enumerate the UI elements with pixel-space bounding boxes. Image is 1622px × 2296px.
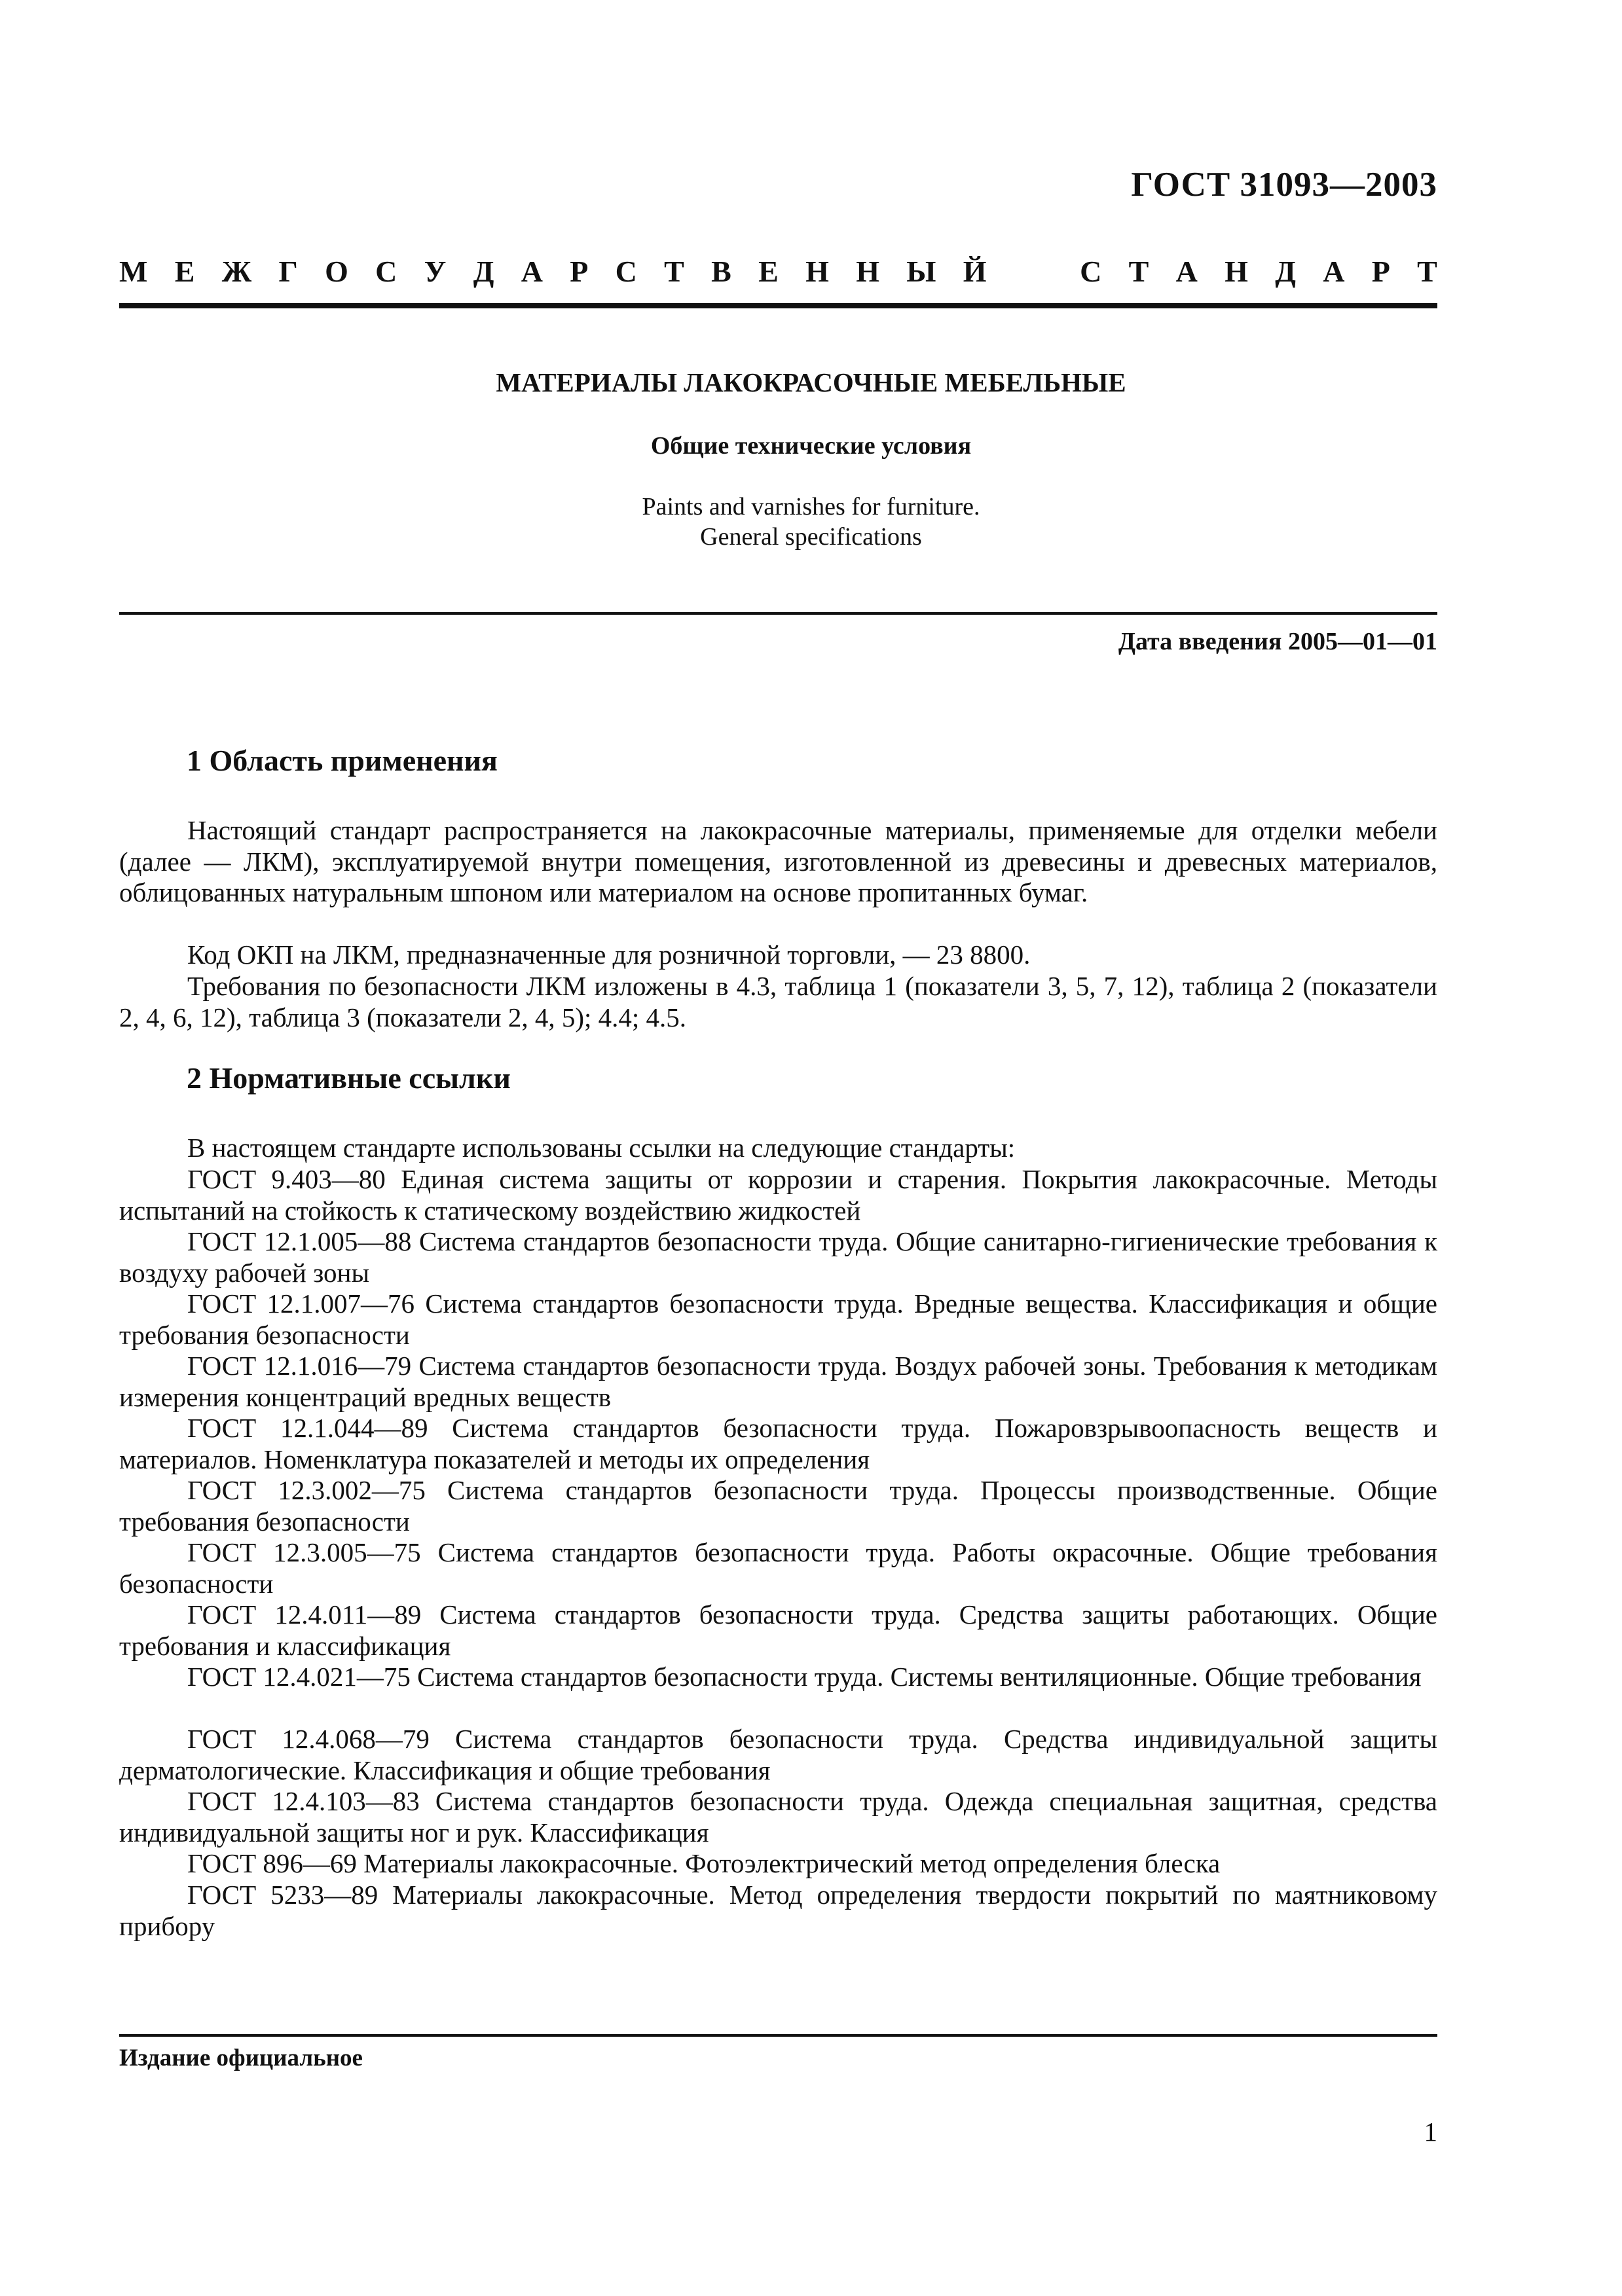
banner-letter: А (521, 255, 543, 288)
banner-letter: Е (174, 255, 195, 288)
english-title (0, 492, 1622, 552)
section-2-heading: 2 Нормативные ссылки (187, 1061, 511, 1095)
banner-letter: Т (1417, 255, 1437, 288)
banner-letter: В (711, 255, 731, 288)
footer-rule (119, 2034, 1437, 2037)
reference-item: ГОСТ 12.4.103—83 Система стандартов безопасности труда. Одежда специальная защитная, средства индивидуальной защиты ног и рук. Классификация (119, 1786, 1437, 1848)
section-1-heading: 1 Область применения (187, 744, 498, 777)
reference-item: ГОСТ 12.4.021—75 Система стандартов безопасности труда. Системы вентиляционные. Общие требования (187, 1662, 1422, 1692)
reference-item: ГОСТ 12.4.011—89 Система стандартов безопасности труда. Средства защиты работающих. Общие требования и классификация (119, 1599, 1437, 1661)
document-subtitle: Общие технические условия (650, 432, 972, 460)
reference-item: ГОСТ 12.3.005—75 Система стандартов безопасности труда. Работы окрасочные. Общие требования безопасности (119, 1537, 1437, 1599)
english-title-line-1: Paints and varnishes for furniture. (642, 493, 980, 520)
document-title: МАТЕРИАЛЫ ЛАКОКРАСОЧНЫЕ МЕБЕЛЬНЫЕ (496, 367, 1126, 397)
reference-item: ГОСТ 5233—89 Материалы лакокрасочные. Метод определения твердости покрытий по маятниковому прибору (119, 1880, 1437, 1941)
banner-letter: Д (1275, 255, 1296, 288)
banner-letter: А (1323, 255, 1345, 288)
banner-letter: Т (1128, 255, 1149, 288)
banner-letter: Т (664, 255, 684, 288)
reference-item: ГОСТ 12.1.007—76 Система стандартов безопасности труда. Вредные вещества. Классификация и общие требования безопасности (119, 1288, 1437, 1350)
reference-item: ГОСТ 12.1.044—89 Система стандартов безопасности труда. Пожаровзрывоопасность веществ и материалов. Номенклатура показателей и методы их определения (119, 1413, 1437, 1474)
reference-item: ГОСТ 9.403—80 Единая система защиты от коррозии и старения. Покрытия лакокрасочные. Методы испытаний на стойкость к статическому воздействию жидкостей (119, 1164, 1437, 1226)
banner-letter: О (325, 255, 348, 288)
banner-letter: С (375, 255, 397, 288)
reference-item: ГОСТ 12.1.005—88 Система стандартов безопасности труда. Общие санитарно-гигиенические требования к воздуху рабочей зоны (119, 1226, 1437, 1288)
reference-item: ГОСТ 12.4.068—79 Система стандартов безопасности труда. Средства индивидуальной защиты дерматологические. Классификация и общие требования (119, 1724, 1437, 1785)
banner-letter: У (424, 255, 447, 288)
banner-word-gap (1014, 254, 1053, 289)
section-2-intro: В настоящем стандарте использованы ссылки на следующие стандарты: (187, 1133, 1016, 1163)
banner-letter: Й (963, 255, 987, 288)
section-1-paragraph: Код ОКП на ЛКМ, предназначенные для розничной торговли, — 23 8800. (187, 939, 1031, 970)
header-rule (119, 303, 1437, 308)
banner-letter: Ж (221, 255, 252, 288)
banner-letter: Р (1371, 255, 1390, 288)
banner-letter: Г (278, 255, 298, 288)
official-edition-label: Издание официальное (119, 2045, 363, 2071)
section-1-paragraph: Требования по безопасности ЛКМ изложены в 4.3, таблица 1 (показатели 3, 5, 7, 12), таблица 2 (показатели 2, 4, 6, 12), таблица 3 (показатели 2, 4, 5); 4.4; 4.5. (119, 971, 1437, 1032)
interstate-standard-banner (119, 254, 1437, 289)
introduction-date: Дата введения 2005—01—01 (1118, 628, 1437, 655)
banner-letter: Н (856, 255, 879, 288)
banner-letter: М (119, 255, 148, 288)
banner-letter: А (1175, 255, 1198, 288)
title-rule (119, 612, 1437, 615)
standard-code: ГОСТ 31093—2003 (1131, 166, 1437, 204)
banner-letter: Ы (906, 255, 936, 288)
reference-item: ГОСТ 12.1.016—79 Система стандартов безопасности труда. Воздух рабочей зоны. Требования к методикам измерения концентраций вредных веществ (119, 1351, 1437, 1412)
reference-item: ГОСТ 12.3.002—75 Система стандартов безопасности труда. Процессы производственные. Общие требования безопасности (119, 1475, 1437, 1537)
section-1-paragraph: Настоящий стандарт распространяется на лакокрасочные материалы, применяемые для отделки мебели (далее — ЛКМ), эксплуатируемой внутри помещения, изготовленной из древесины и древесных материалов, облицованных натуральным шпоном или материалом на основе пропитанных бумаг. (119, 815, 1437, 908)
banner-letter: Н (1225, 255, 1248, 288)
banner-letter: С (615, 255, 637, 288)
reference-item: ГОСТ 896—69 Материалы лакокрасочные. Фотоэлектрический метод определения блеска (187, 1848, 1221, 1878)
page-number: 1 (1424, 2117, 1437, 2147)
banner-letter: Е (758, 255, 779, 288)
banner-letter: Д (473, 255, 494, 288)
banner-letter: С (1080, 255, 1102, 288)
banner-letter: Р (570, 255, 589, 288)
banner-letter: Н (805, 255, 829, 288)
english-title-line-2: General specifications (700, 523, 922, 551)
